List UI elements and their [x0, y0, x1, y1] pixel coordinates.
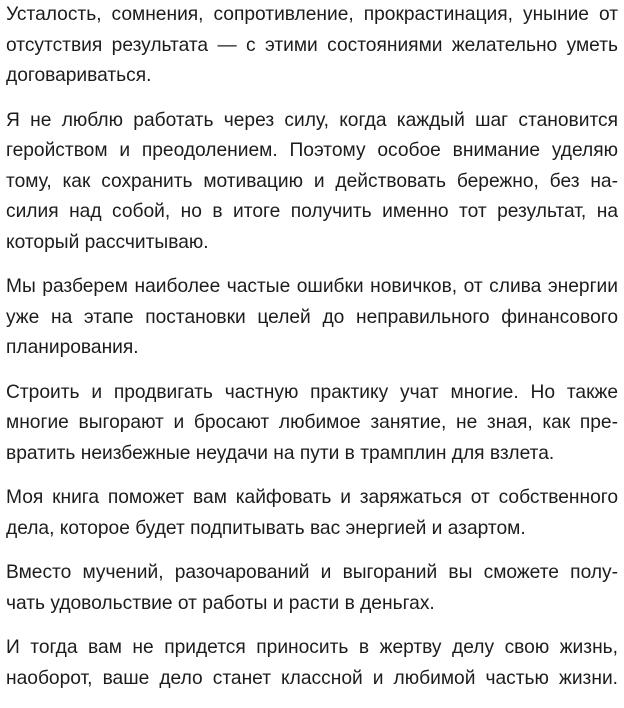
- text-line: силия над собой, но в итоге получить именно тот результат, на: [6, 201, 618, 222]
- text-line: дела, которое будет подпитывать вас энергией и азартом.: [6, 517, 526, 539]
- text-line: отсутствия результата — с этими состояниями желательно уметь: [6, 34, 618, 56]
- paragraph-7: [6, 633, 618, 694]
- text-line: чать удовольствие от работы и расти в деньгах.: [6, 592, 435, 614]
- text-line: договариваться.: [6, 65, 152, 86]
- text-line: Мы разберем наиболее частые ошибки новичков, от слива энергии: [6, 276, 618, 297]
- text-line: вратить неизбежные неудачи на пути в трамплин для взлета.: [6, 442, 555, 464]
- text-line: Моя книга поможет вам кайфовать и заряжаться от собственного: [6, 487, 618, 508]
- paragraph-3: [6, 272, 618, 364]
- text-line: многие выгорают и бросают любимое занятие, не зная, как пре-: [6, 412, 618, 433]
- text-line: Усталость, сомнения, сопротивление, прокрастинация, уныние от: [6, 4, 618, 25]
- text-line: наоборот, ваше дело станет классной и любимой частью жизни.: [6, 667, 618, 689]
- paragraph-2: [6, 106, 618, 259]
- text-line: планирования.: [6, 337, 139, 358]
- text-line: геройством и преодолением. Поэтому особое внимание уделяю: [6, 140, 618, 161]
- text-line: тому, как сохранить мотивацию и действовать бережно, без на-: [6, 170, 618, 192]
- paragraph-4: [6, 378, 618, 470]
- text-line: Строить и продвигать частную практику учат многие. Но также: [6, 381, 618, 403]
- text-line: который рассчитываю.: [6, 231, 209, 253]
- text-line: уже на этапе постановки целей до неправильного финансового: [6, 306, 618, 328]
- paragraph-1: [6, 0, 618, 92]
- text-line: Вместо мучений, разочарований и выгораний вы сможете полу-: [6, 562, 618, 583]
- paragraph-5: [6, 483, 618, 544]
- document-page: [6, 0, 618, 708]
- text-line: Я не люблю работать через силу, когда каждый шаг становится: [6, 109, 618, 131]
- paragraph-6: [6, 558, 618, 619]
- text-line: И тогда вам не придется приносить в жертву делу свою жизнь,: [6, 637, 618, 658]
